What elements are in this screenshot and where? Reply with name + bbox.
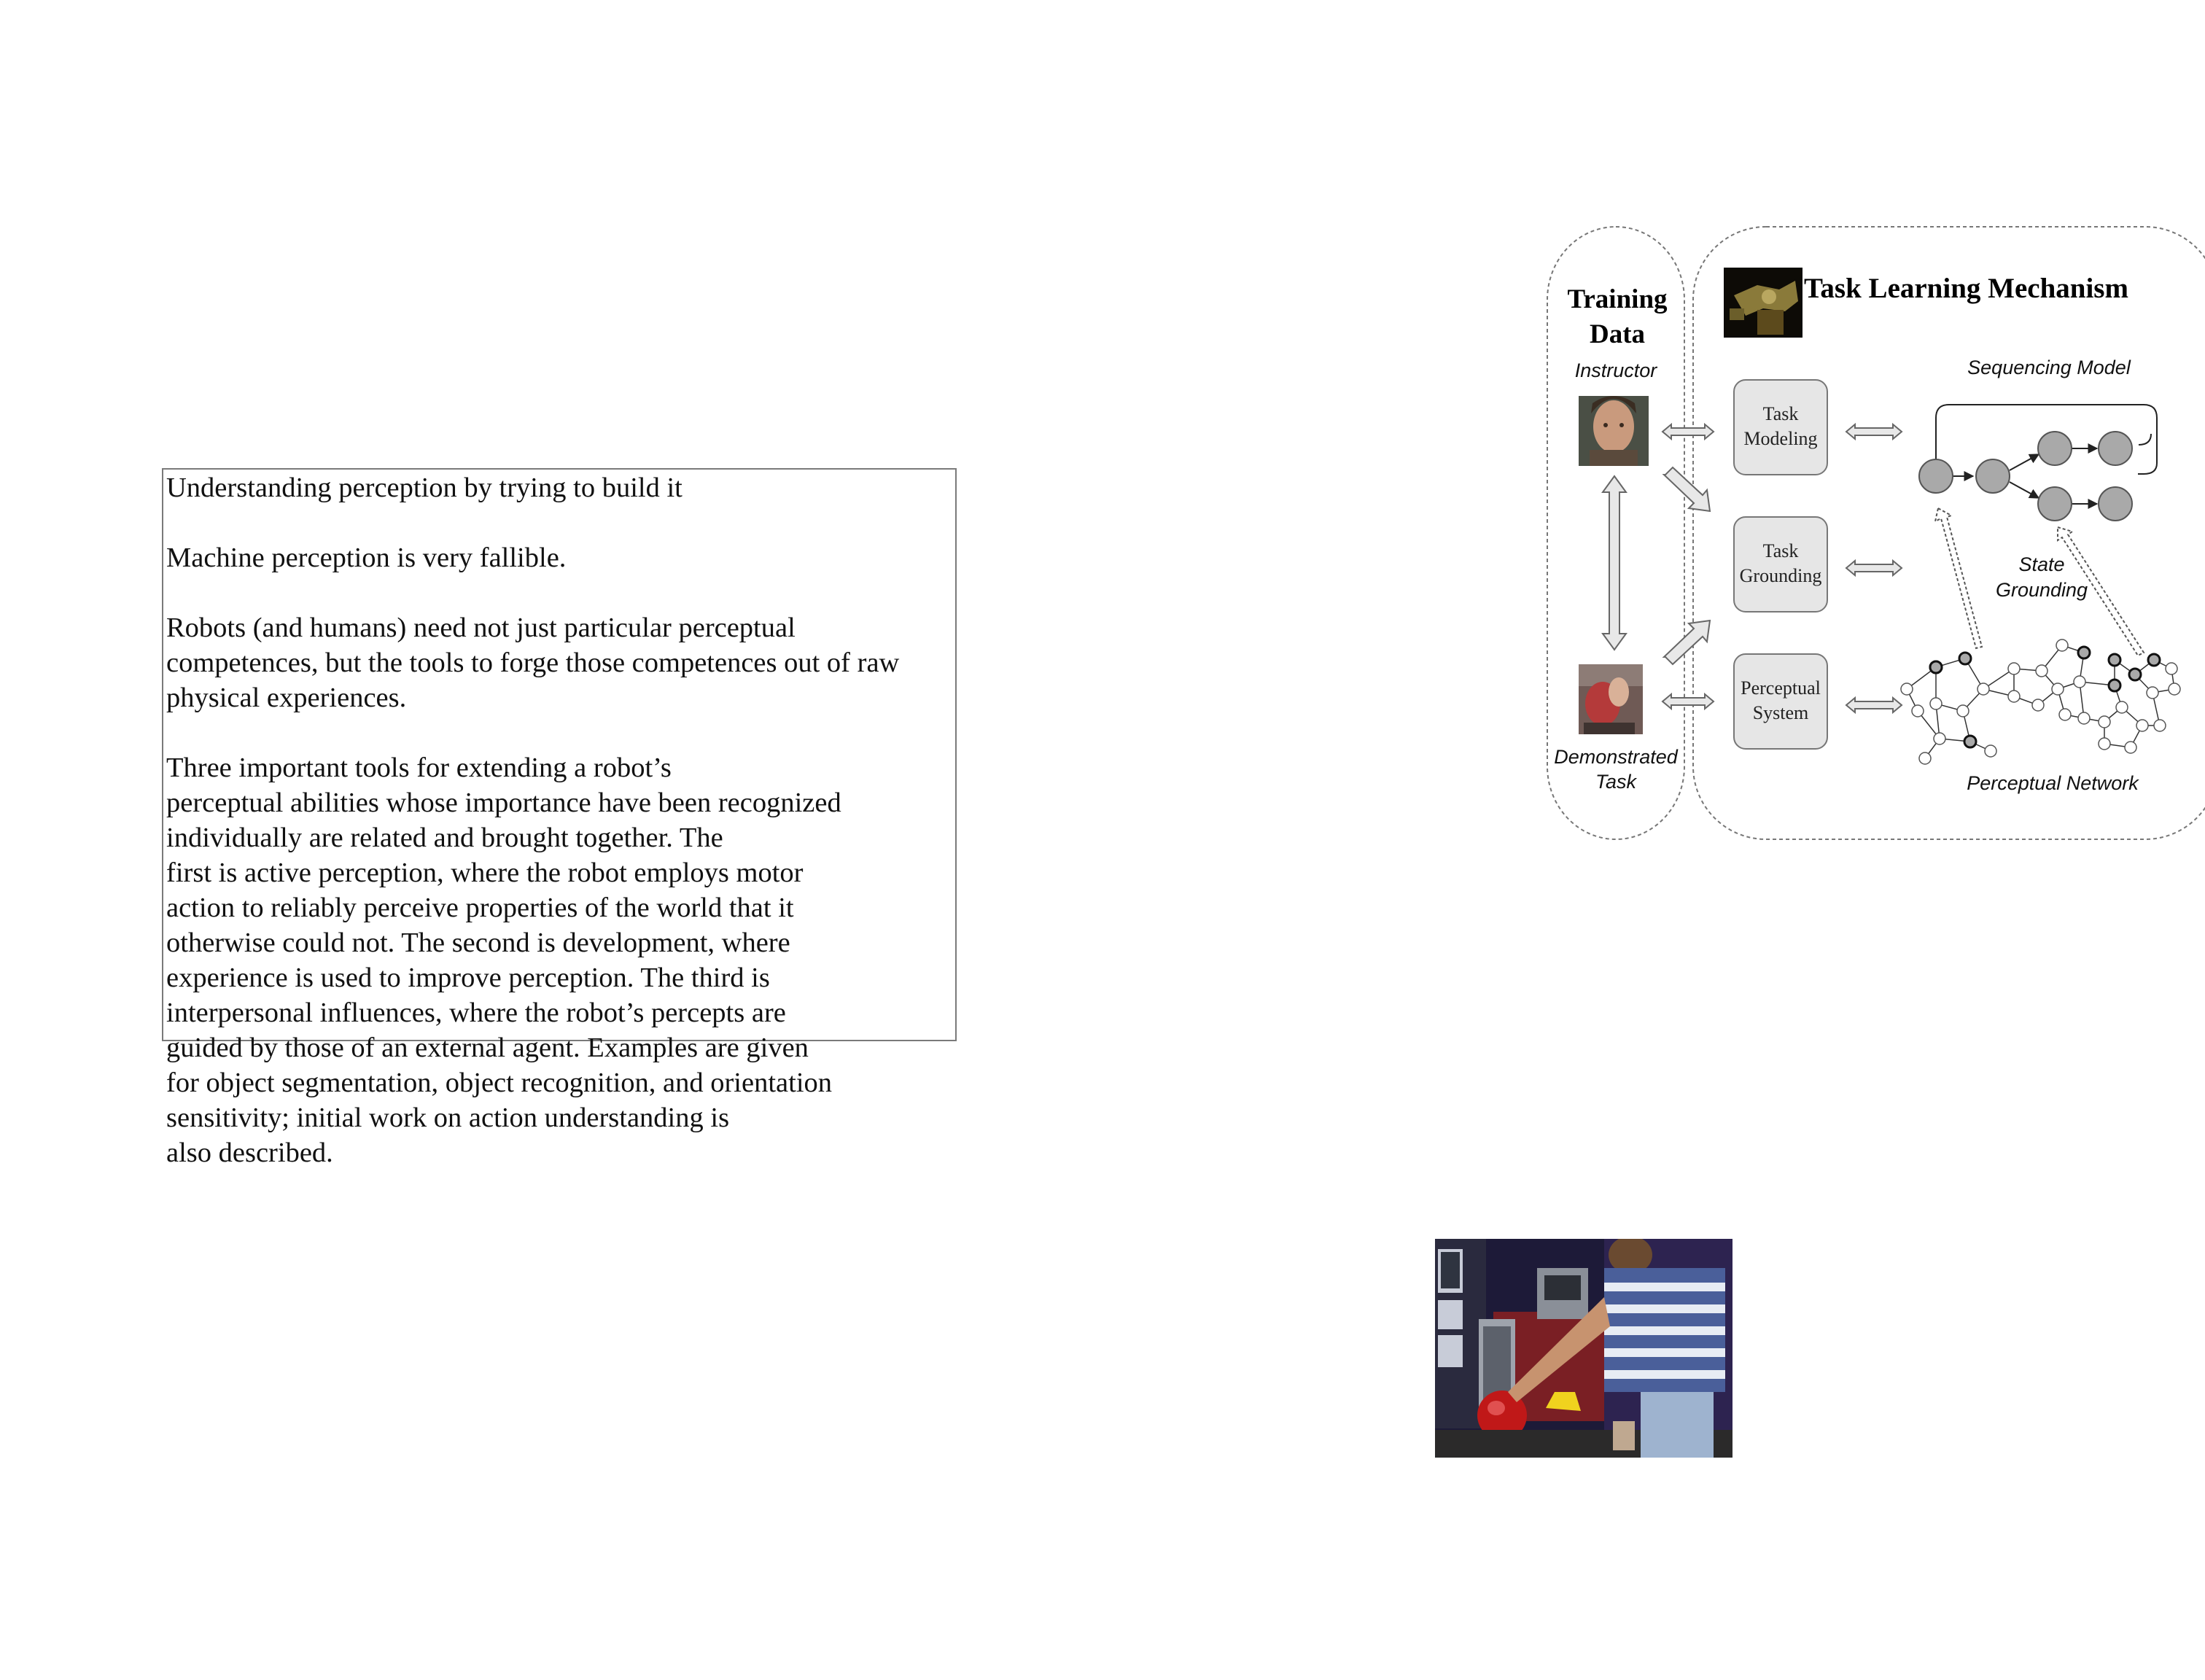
perceptual-system-label: Perceptual System	[1741, 677, 1821, 723]
sequence-node	[2038, 487, 2072, 521]
text-line: perceptual abilities whose importance have been recognized	[166, 788, 841, 818]
sequencing-model-label: Sequencing Model	[1967, 357, 2131, 378]
active-network-node	[2109, 680, 2120, 691]
sequencing-model	[1919, 405, 2157, 521]
network-node	[2074, 676, 2085, 688]
text-line: sensitivity; initial work on action understanding is	[166, 1102, 730, 1133]
sequence-node	[2099, 432, 2132, 465]
task-to-grounding-arrow	[1664, 621, 1710, 664]
network-node	[2032, 699, 2044, 711]
sequence-node	[1976, 459, 2010, 493]
sequence-node	[2038, 432, 2072, 465]
network-node	[2099, 738, 2110, 750]
text-line: otherwise could not. The second is development, where	[166, 928, 790, 958]
network-node	[1930, 698, 1942, 709]
sequence-node	[2099, 487, 2132, 521]
network-node	[2036, 665, 2048, 677]
perceptual-network	[1901, 639, 2180, 764]
perceptual-network-label: Perceptual Network	[1967, 772, 2139, 794]
network-node	[2052, 683, 2064, 695]
network-node	[2166, 663, 2177, 674]
text-line: individually are related and brought together. The	[166, 822, 723, 853]
perceptual-to-network-arrow	[1846, 698, 1902, 712]
network-node	[2169, 683, 2180, 695]
instructor-photo	[1579, 396, 1649, 466]
network-node	[2099, 716, 2110, 728]
instructor-to-grounding-arrow	[1664, 467, 1710, 511]
abstract-title: Understanding perception by trying to build it	[166, 472, 682, 503]
abstract-text	[166, 470, 990, 1170]
abstract-need-paragraph	[166, 610, 990, 715]
text-line: Three important tools for extending a robot’s	[166, 752, 672, 783]
active-network-node	[2109, 654, 2120, 666]
active-network-node	[1964, 736, 1976, 747]
instructor-to-modeling-arrow	[1662, 424, 1714, 439]
network-node	[2008, 691, 2020, 702]
task-to-perceptual-arrow	[1662, 694, 1714, 709]
active-network-node	[2148, 654, 2160, 666]
network-node	[1934, 733, 1945, 744]
text-line: first is active perception, where the robot employs motor	[166, 858, 804, 888]
text-line: experience is used to improve perception. The third is	[166, 962, 770, 993]
active-network-node	[2078, 647, 2090, 658]
network-node	[2116, 701, 2128, 713]
task-modeling-label: Task Modeling	[1743, 403, 1818, 449]
task-learning-diagram	[1539, 222, 2205, 851]
grounding-to-state-arrow	[1846, 561, 1902, 575]
mechanism-title: Task Learning Mechanism	[1804, 273, 2128, 304]
network-node	[2125, 742, 2136, 753]
active-network-node	[1959, 653, 1971, 664]
network-node	[1901, 683, 1913, 695]
text-line: for object segmentation, object recognition, and orientation	[166, 1068, 833, 1098]
network-node	[1985, 745, 1996, 757]
training-data-title: Training Data	[1567, 284, 1668, 349]
robot-interaction-photo	[1435, 1239, 1732, 1458]
text-line: competences, but the tools to forge those competences out of raw	[166, 648, 900, 678]
robot-interaction-image	[1435, 1239, 1732, 1458]
modeling-to-sequencing-arrow	[1846, 424, 1902, 439]
network-node	[2147, 687, 2158, 699]
network-node	[2059, 709, 2071, 720]
network-node	[1912, 705, 1924, 717]
state-grounding-label: State Grounding	[1995, 553, 2088, 601]
text-line: interpersonal influences, where the robot’s percepts are	[166, 998, 786, 1028]
demonstrated-task-label: Demonstrated Task	[1554, 746, 1678, 793]
text-line: action to reliably perceive properties of the world that it	[166, 892, 794, 923]
demonstrated-task-photo	[1579, 664, 1643, 734]
network-node	[1957, 705, 1969, 717]
sequence-node	[1919, 459, 1953, 493]
network-node	[1978, 683, 1989, 695]
network-node	[2008, 663, 2020, 674]
network-node	[2154, 720, 2166, 731]
active-network-node	[1930, 661, 1942, 673]
text-line: also described.	[166, 1138, 333, 1168]
abstract-tools-paragraph	[166, 750, 990, 1170]
network-node	[2136, 720, 2148, 731]
text-line: guided by those of an external agent. Examples are given	[166, 1032, 809, 1063]
text-line: Robots (and humans) need not just particular perceptual	[166, 612, 796, 643]
instructor-label: Instructor	[1574, 359, 1657, 381]
task-grounding-label: Task Grounding	[1739, 540, 1822, 586]
active-network-node	[2129, 669, 2141, 680]
text-line: physical experiences.	[166, 682, 407, 713]
abstract-statement: Machine perception is very fallible.	[166, 542, 567, 573]
network-node	[2078, 712, 2090, 724]
training-vertical-arrow	[1603, 476, 1626, 650]
robot-thumbnail	[1724, 268, 1802, 338]
network-node	[2056, 639, 2068, 651]
network-node	[1919, 752, 1931, 764]
